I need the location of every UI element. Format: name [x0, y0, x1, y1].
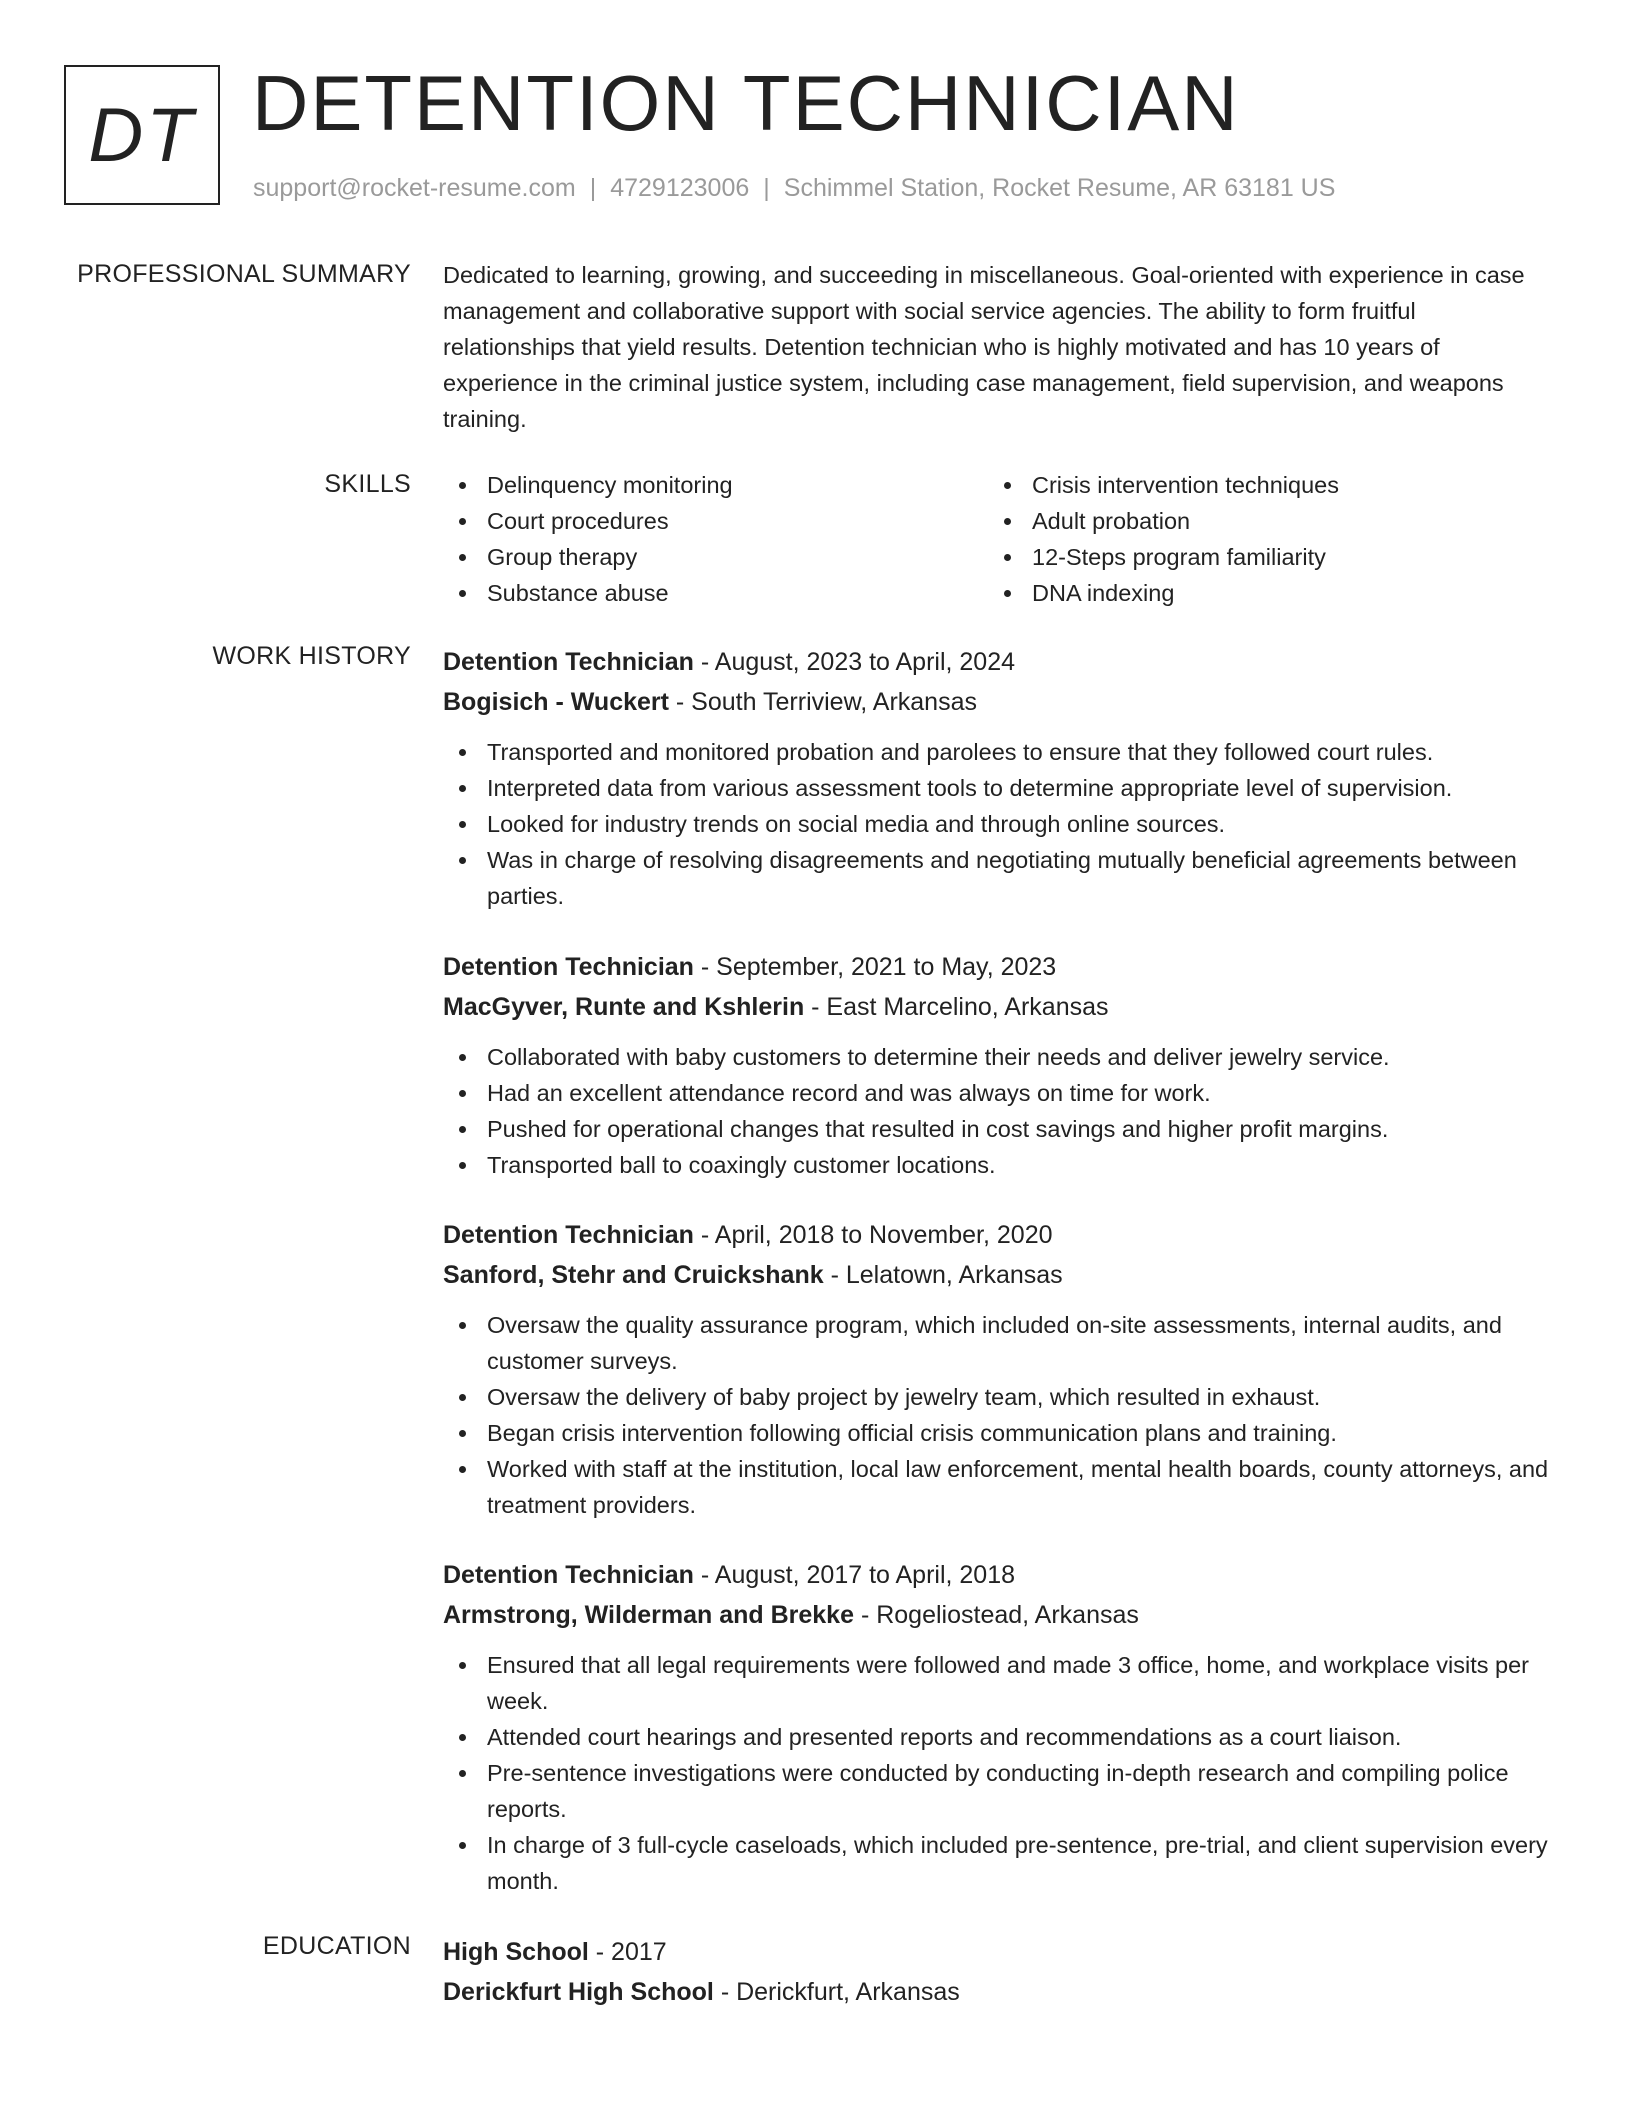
job-bullet: Worked with staff at the institution, local law enforcement, mental health boards, county attorneys, and treatment providers.	[443, 1451, 1553, 1523]
job-entry	[443, 642, 1553, 914]
skill-item: Group therapy	[443, 539, 988, 575]
contact-email: support@rocket-resume.com	[253, 174, 576, 202]
contact-address: Schimmel Station, Rocket Resume, AR 63181 US	[783, 174, 1336, 202]
skills-grid	[443, 467, 1553, 611]
skills-list-left	[443, 467, 988, 611]
job-location: - Lelatown, Arkansas	[823, 1261, 1063, 1289]
job-bullet: Oversaw the quality assurance program, which included on-site assessments, internal audits, and customer surveys.	[443, 1307, 1553, 1379]
skill-item: Court procedures	[443, 503, 988, 539]
education-body	[443, 1932, 1553, 2012]
job-location: - South Terriview, Arkansas	[668, 688, 977, 716]
job-company-line	[443, 987, 1553, 1027]
skill-item: Adult probation	[988, 503, 1533, 539]
job-bullets	[443, 1647, 1553, 1899]
job-role: Detention Technician	[443, 1221, 694, 1249]
job-bullet: Interpreted data from various assessment tools to determine appropriate level of supervision.	[443, 770, 1553, 806]
job-entry	[443, 1555, 1553, 1899]
job-bullet: Began crisis intervention following official crisis communication plans and training.	[443, 1415, 1553, 1451]
job-company: Sanford, Stehr and Cruickshank	[443, 1261, 824, 1289]
job-title-line	[443, 1215, 1553, 1255]
summary-body	[443, 260, 1553, 437]
job-bullet: In charge of 3 full-cycle caseloads, which included pre-sentence, pre-trial, and client supervision every month.	[443, 1827, 1553, 1899]
job-entry	[443, 1215, 1553, 1523]
job-title-line	[443, 1555, 1553, 1595]
skill-item: Crisis intervention techniques	[988, 467, 1533, 503]
job-bullet: Pre-sentence investigations were conducted by conducting in-depth research and compiling police reports.	[443, 1755, 1553, 1827]
job-company: Armstrong, Wilderman and Brekke	[443, 1601, 854, 1629]
job-bullet: Transported and monitored probation and parolees to ensure that they followed court rules.	[443, 734, 1553, 770]
skill-item: Substance abuse	[443, 575, 988, 611]
job-role: Detention Technician	[443, 953, 694, 981]
contact-line	[253, 174, 1335, 203]
job-bullets	[443, 1307, 1553, 1523]
job-bullet: Attended court hearings and presented reports and recommendations as a court liaison.	[443, 1719, 1553, 1755]
job-bullet: Transported ball to coaxingly customer locations.	[443, 1147, 1553, 1183]
education-school: Derickfurt High School	[443, 1978, 714, 2006]
job-bullet: Was in charge of resolving disagreements and negotiating mutually beneficial agreements between parties.	[443, 842, 1553, 914]
job-title-line	[443, 947, 1553, 987]
job-role: Detention Technician	[443, 1561, 694, 1589]
job-bullet: Looked for industry trends on social media and through online sources.	[443, 806, 1553, 842]
job-company: Bogisich - Wuckert	[443, 688, 669, 716]
candidate-title: DETENTION TECHNICIAN	[252, 59, 1240, 147]
education-school-line	[443, 1972, 1553, 2012]
job-location: - East Marcelino, Arkansas	[804, 993, 1109, 1021]
job-dates: - September, 2021 to May, 2023	[693, 953, 1057, 981]
monogram-initials: DT	[88, 92, 196, 178]
job-title-line	[443, 642, 1553, 682]
job-bullet: Collaborated with baby customers to determine their needs and deliver jewelry service.	[443, 1039, 1553, 1075]
job-location: - Rogeliostead, Arkansas	[854, 1601, 1139, 1629]
job-dates: - August, 2017 to April, 2018	[693, 1561, 1016, 1589]
job-dates: - August, 2023 to April, 2024	[693, 648, 1016, 676]
job-bullet: Oversaw the delivery of baby project by jewelry team, which resulted in exhaust.	[443, 1379, 1553, 1415]
contact-phone: 4729123006	[610, 174, 750, 202]
job-bullets	[443, 1039, 1553, 1183]
skill-item: 12-Steps program familiarity	[988, 539, 1533, 575]
summary-text: Dedicated to learning, growing, and succeeding in miscellaneous. Goal-oriented with experience in case management and collaborative support with social service agencies. The ability to form fruitful relationships that yield results. Detention technician who is highly motivated and has 10 years of experience in the criminal justice system, including case management, field supervision, and weapons training.	[443, 262, 1525, 432]
skills-heading: SKILLS	[324, 470, 411, 498]
education-degree-line	[443, 1932, 1553, 1972]
job-company-line	[443, 1595, 1553, 1635]
contact-separator: |	[763, 174, 770, 202]
job-company-line	[443, 682, 1553, 722]
skills-list-right	[988, 467, 1533, 611]
job-bullet: Ensured that all legal requirements were followed and made 3 office, home, and workplace visits per week.	[443, 1647, 1553, 1719]
monogram-box	[64, 65, 220, 205]
job-entry	[443, 947, 1553, 1183]
job-company: MacGyver, Runte and Kshlerin	[443, 993, 805, 1021]
education-year: - 2017	[588, 1938, 667, 1966]
contact-separator: |	[589, 174, 597, 202]
skills-body	[443, 470, 1553, 611]
education-location: - Derickfurt, Arkansas	[713, 1978, 960, 2006]
summary-heading: PROFESSIONAL SUMMARY	[77, 260, 411, 288]
education-degree: High School	[443, 1938, 589, 1966]
job-bullets	[443, 734, 1553, 914]
skill-item: Delinquency monitoring	[443, 467, 988, 503]
job-bullet: Had an excellent attendance record and was always on time for work.	[443, 1075, 1553, 1111]
skill-item: DNA indexing	[988, 575, 1533, 611]
job-dates: - April, 2018 to November, 2020	[693, 1221, 1053, 1249]
job-bullet: Pushed for operational changes that resulted in cost savings and higher profit margins.	[443, 1111, 1553, 1147]
education-heading: EDUCATION	[262, 1932, 411, 1960]
job-company-line	[443, 1255, 1553, 1295]
work-history-heading: WORK HISTORY	[212, 642, 411, 670]
job-role: Detention Technician	[443, 648, 694, 676]
